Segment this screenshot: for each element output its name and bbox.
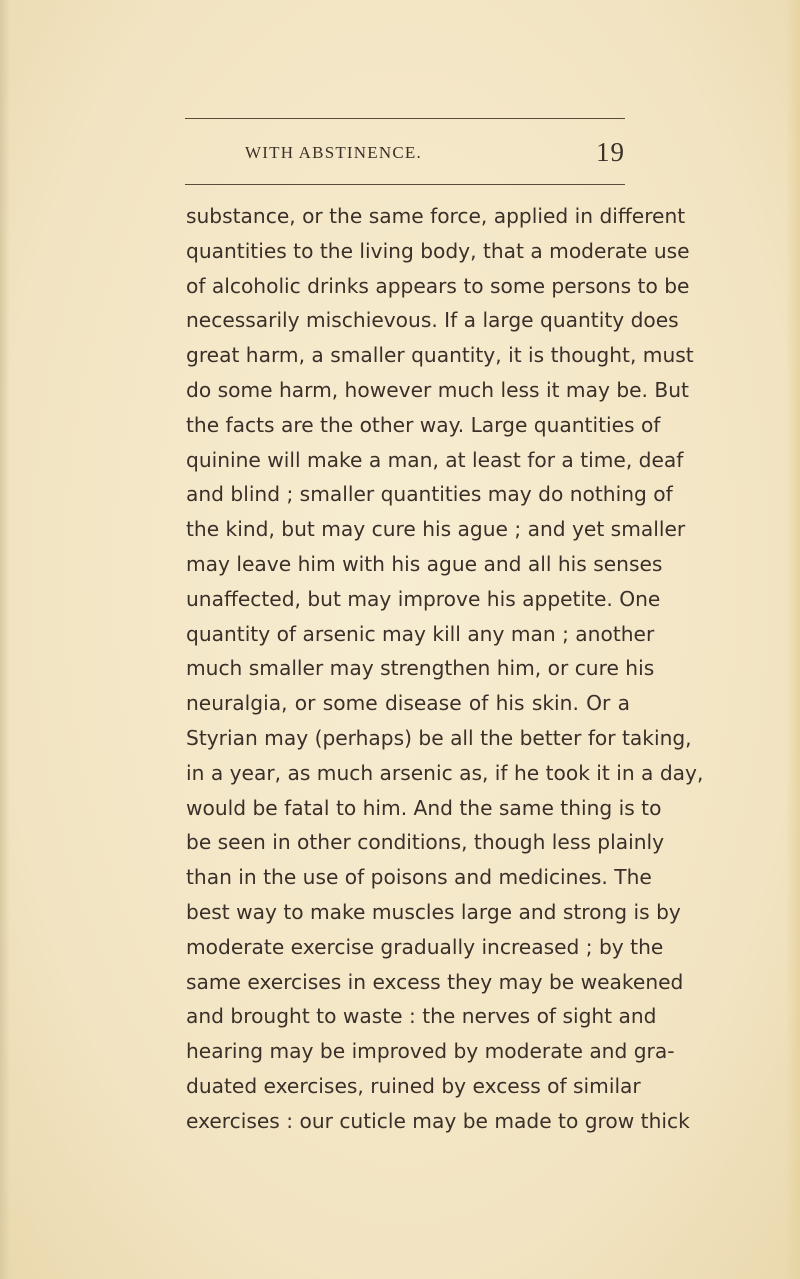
text-line: quinine will make a man, at least for a time, deaf xyxy=(186,447,684,472)
text-line: and brought to waste : the nerves of sight and xyxy=(186,1004,657,1029)
header-top-rule xyxy=(185,118,625,119)
text-line: would be fatal to him. And the same thing is to xyxy=(186,795,662,820)
body-paragraph xyxy=(186,199,704,1139)
text-line: than in the use of poisons and medicines. The xyxy=(186,865,652,890)
text-line: unaffected, but may improve his appetite. One xyxy=(186,586,661,611)
running-title: WITH ABSTINENCE. xyxy=(245,143,422,162)
text-line: great harm, a smaller quantity, it is thought, must xyxy=(186,343,694,368)
text-line: necessarily mischievous. If a large quantity does xyxy=(186,308,679,333)
text-line: exercises : our cuticle may be made to grow thick xyxy=(186,1108,690,1133)
text-line: do some harm, however much less it may be. But xyxy=(186,377,689,402)
text-line: duated exercises, ruined by excess of similar xyxy=(186,1073,641,1098)
text-line: and blind ; smaller quantities may do nothing of xyxy=(186,482,673,507)
text-line: best way to make muscles large and strong is by xyxy=(186,899,681,924)
text-line: quantity of arsenic may kill any man ; another xyxy=(186,621,655,646)
text-line: the kind, but may cure his ague ; and yet smaller xyxy=(186,517,686,542)
text-line: of alcoholic drinks appears to some persons to be xyxy=(186,273,690,298)
text-line: may leave him with his ague and all his senses xyxy=(186,551,663,576)
text-line: same exercises in excess they may be weakened xyxy=(186,969,684,994)
text-line: neuralgia, or some disease of his skin. Or a xyxy=(186,691,630,716)
page-left-edge-shadow xyxy=(0,0,10,1279)
header-bottom-rule xyxy=(185,184,625,185)
text-line: the facts are the other way. Large quantities of xyxy=(186,412,661,437)
text-line: quantities to the living body, that a moderate use xyxy=(186,238,690,263)
page-number: 19 xyxy=(596,137,625,167)
text-line: hearing may be improved by moderate and gra- xyxy=(186,1039,675,1064)
text-line: be seen in other conditions, though less plainly xyxy=(186,830,665,855)
page-right-edge-stain xyxy=(786,0,800,1279)
running-head xyxy=(185,137,625,171)
text-line: much smaller may strengthen him, or cure his xyxy=(186,656,655,681)
text-line: in a year, as much arsenic as, if he took it in a day, xyxy=(186,760,704,785)
text-line: substance, or the same force, applied in different xyxy=(186,204,686,228)
text-line: moderate exercise gradually increased ; by the xyxy=(186,934,664,959)
text-line: Styrian may (perhaps) be all the better for taking, xyxy=(186,725,692,750)
